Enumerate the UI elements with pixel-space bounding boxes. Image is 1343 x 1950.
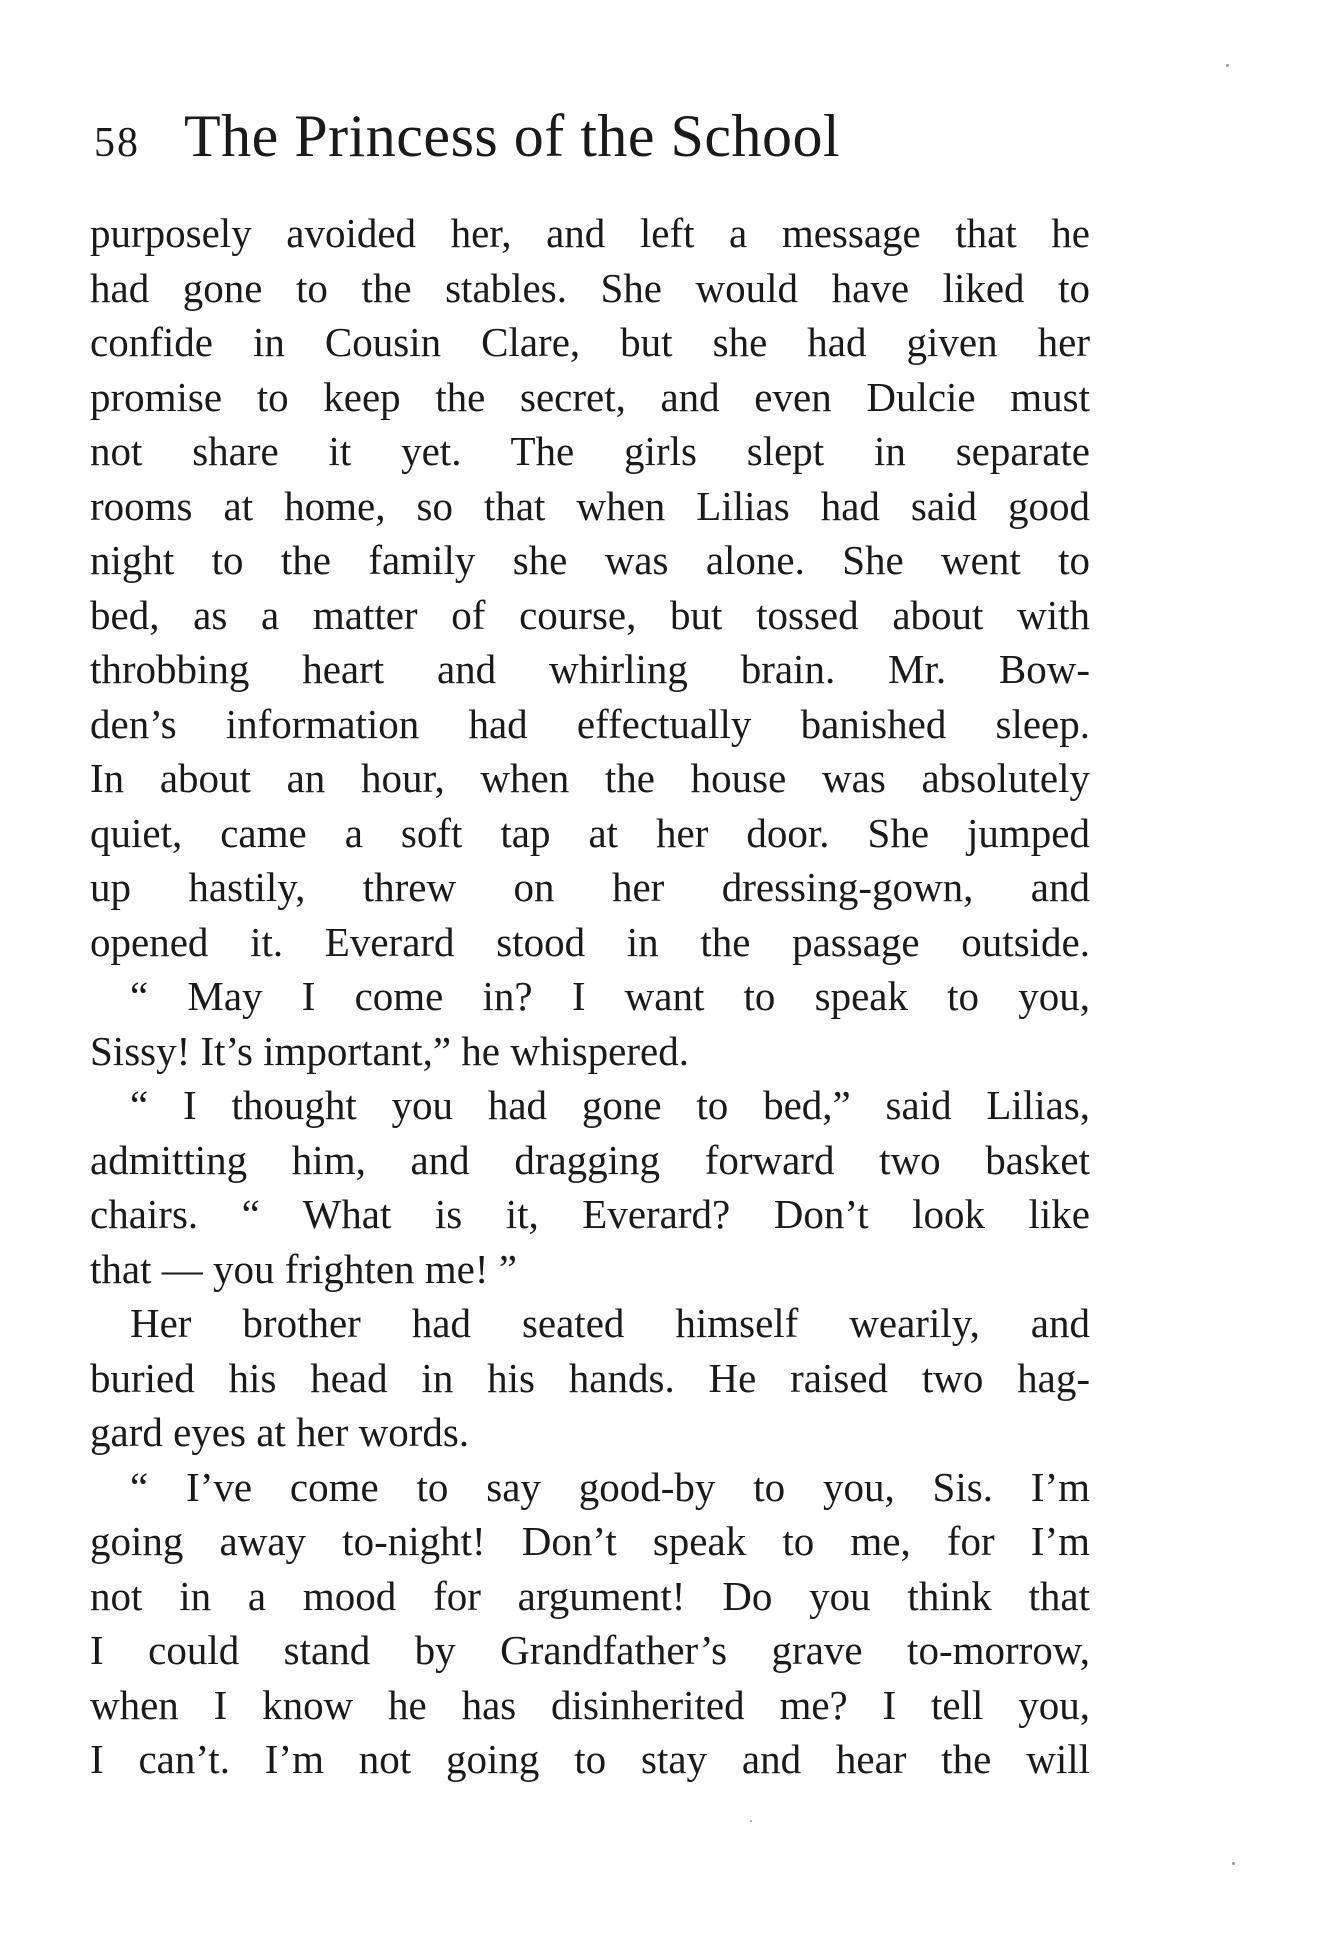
- text-line: gard eyes at her words.: [90, 1409, 470, 1455]
- text-line: that — you frighten me! ”: [90, 1245, 517, 1292]
- paper-speck: [750, 1820, 752, 1822]
- text-line: “ I’ve come to say good-by to you, Sis. I’m: [130, 1463, 1090, 1510]
- text-line: night to the family she was alone. She went to: [90, 537, 1090, 583]
- text-line: throbbing heart and whirling brain. Mr. Bow-: [90, 646, 1090, 692]
- text-line: not in a mood for argument! Do you think that: [90, 1572, 1090, 1619]
- text-line: confide in Cousin Clare, but she had given her: [90, 319, 1090, 365]
- text-line: I could stand by Grandfather’s grave to-morrow,: [90, 1627, 1090, 1673]
- text-line: “ May I come in? I want to speak to you,: [130, 973, 1090, 1019]
- text-line: opened it. Everard stood in the passage outside.: [90, 918, 1090, 965]
- paper-speck: [1232, 1862, 1235, 1865]
- text-line: when I know he has disinherited me? I tell you,: [90, 1681, 1090, 1728]
- text-line: had gone to the stables. She would have liked to: [90, 264, 1090, 311]
- text-line: chairs. “ What is it, Everard? Don’t look like: [90, 1191, 1090, 1237]
- paper-speck: [1226, 64, 1229, 67]
- body-text: [90, 206, 1090, 1787]
- page-number: 58: [94, 120, 140, 166]
- text-line: buried his head in his hands. He raised two hag-: [90, 1354, 1090, 1401]
- running-title: The Princess of the School: [184, 103, 841, 169]
- text-line: “ I thought you had gone to bed,” said Lilias,: [130, 1082, 1090, 1128]
- text-line: quiet, came a soft tap at her door. She jumped: [90, 809, 1090, 856]
- text-line: I can’t. I’m not going to stay and hear the will: [90, 1736, 1090, 1782]
- text-line: Sissy! It’s important,” he whispered.: [90, 1027, 689, 1074]
- page-header: [94, 102, 840, 172]
- text-line: In about an hour, when the house was absolutely: [90, 755, 1090, 801]
- text-line: bed, as a matter of course, but tossed about with: [90, 591, 1090, 638]
- text-line: up hastily, threw on her dressing-gown, and: [90, 864, 1090, 910]
- text-line: purposely avoided her, and left a message that he: [90, 210, 1090, 256]
- text-line: promise to keep the secret, and even Dulcie must: [90, 373, 1090, 420]
- text-line: den’s information had effectually banished sleep.: [90, 700, 1090, 747]
- text-line: rooms at home, so that when Lilias had said good: [90, 482, 1090, 529]
- text-line: not share it yet. The girls slept in separate: [90, 428, 1090, 474]
- text-line: Her brother had seated himself wearily, and: [130, 1300, 1090, 1346]
- text-line: going away to-night! Don’t speak to me, for I’m: [90, 1518, 1090, 1564]
- text-line: admitting him, and dragging forward two basket: [90, 1136, 1090, 1183]
